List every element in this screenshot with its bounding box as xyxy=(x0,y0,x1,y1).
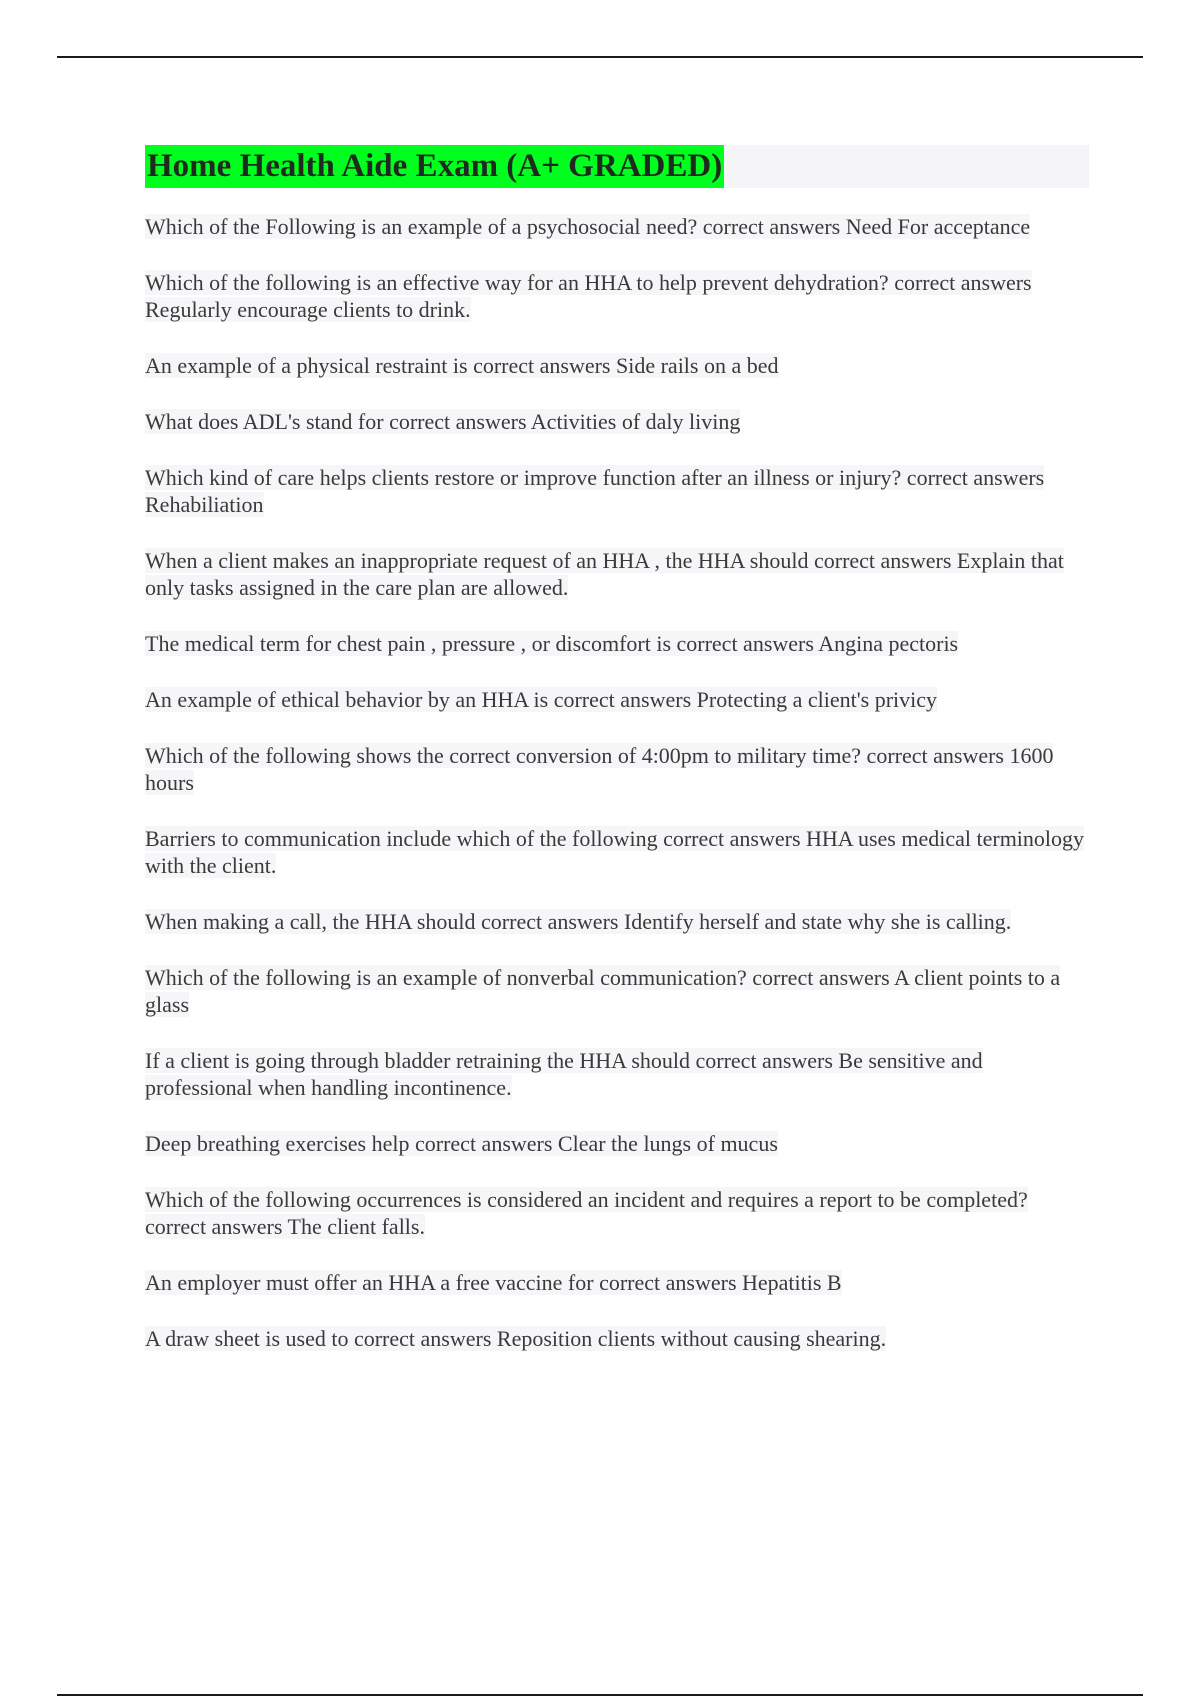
qa-text: Which of the following shows the correct conversion of 4:00pm to military time? correct answers 1600 hours xyxy=(145,743,1054,795)
list-item xyxy=(145,1186,1090,1240)
qa-text: An employer must offer an HHA a free vaccine for correct answers Hepatitis B xyxy=(145,1270,842,1295)
qa-text: An example of ethical behavior by an HHA is correct answers Protecting a client's privicy xyxy=(145,687,938,712)
qa-text: Barriers to communication include which of the following correct answers HHA uses medical terminology with the client. xyxy=(145,826,1085,878)
bottom-rule xyxy=(57,1694,1143,1696)
list-item xyxy=(145,686,1090,713)
qa-text: Which of the following occurrences is considered an incident and requires a report to be completed? correct answers The client falls. xyxy=(145,1187,1028,1239)
top-rule xyxy=(57,56,1143,58)
list-item xyxy=(145,464,1090,518)
list-item xyxy=(145,213,1090,240)
list-item xyxy=(145,547,1090,601)
qa-text: Which of the following is an example of nonverbal communication? correct answers A client points to a glass xyxy=(145,965,1061,1017)
list-item xyxy=(145,1325,1090,1352)
document-body xyxy=(145,145,1090,1381)
list-item xyxy=(145,742,1090,796)
list-item xyxy=(145,352,1090,379)
qa-text: When a client makes an inappropriate request of an HHA , the HHA should correct answers Explain that only tasks assigned in the care plan are allowed. xyxy=(145,548,1064,600)
qa-text: Which of the Following is an example of a psychosocial need? correct answers Need For acceptance xyxy=(145,214,1031,239)
qa-text: An example of a physical restraint is correct answers Side rails on a bed xyxy=(145,353,779,378)
qa-list xyxy=(145,213,1090,1352)
list-item xyxy=(145,269,1090,323)
list-item xyxy=(145,1047,1090,1101)
qa-text: The medical term for chest pain , pressure , or discomfort is correct answers Angina pectoris xyxy=(145,631,959,656)
list-item xyxy=(145,908,1090,935)
qa-text: If a client is going through bladder retraining the HHA should correct answers Be sensitive and professional when handling incontinence. xyxy=(145,1048,983,1100)
list-item xyxy=(145,1130,1090,1157)
title-bar xyxy=(145,145,1089,188)
list-item xyxy=(145,408,1090,435)
document-title: Home Health Aide Exam (A+ GRADED) xyxy=(145,145,724,188)
qa-text: When making a call, the HHA should correct answers Identify herself and state why she is calling. xyxy=(145,909,1012,934)
list-item xyxy=(145,630,1090,657)
qa-text: Which of the following is an effective way for an HHA to help prevent dehydration? correct answers Regularly encourage clients to drink. xyxy=(145,270,1032,322)
qa-text: A draw sheet is used to correct answers Reposition clients without causing shearing. xyxy=(145,1326,887,1351)
list-item xyxy=(145,1269,1090,1296)
list-item xyxy=(145,964,1090,1018)
list-item xyxy=(145,825,1090,879)
qa-text: What does ADL's stand for correct answers Activities of daly living xyxy=(145,409,741,434)
qa-text: Which kind of care helps clients restore or improve function after an illness or injury? correct answers Rehabiliation xyxy=(145,465,1045,517)
qa-text: Deep breathing exercises help correct answers Clear the lungs of mucus xyxy=(145,1131,778,1156)
